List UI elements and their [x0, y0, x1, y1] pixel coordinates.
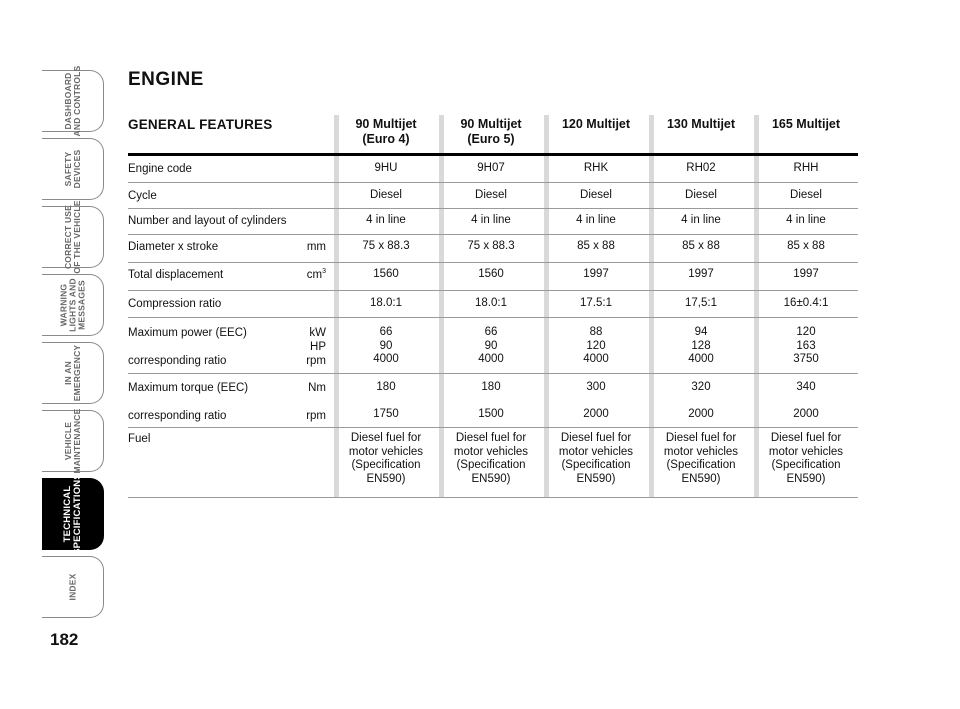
table-cell: 85 x 88	[577, 240, 615, 252]
column-header: 120 Multijet	[561, 117, 631, 131]
tab-correct-use[interactable]	[42, 200, 104, 274]
table-cell: 180 1750	[373, 381, 399, 420]
row-label-text: Compression ratio	[128, 298, 222, 310]
table-cell: 18.0:1	[370, 297, 402, 309]
table-cell: Diesel	[580, 189, 612, 201]
table-cell: 94 128 4000	[688, 326, 714, 365]
column-header: 130 Multijet	[666, 117, 736, 131]
table-row	[128, 156, 858, 183]
tab-dashboard-and-controls[interactable]	[42, 65, 104, 137]
table-row	[128, 427, 858, 498]
column-header: 90 Multijet (Euro 5)	[460, 117, 522, 146]
table-cell: 1997	[688, 268, 714, 280]
row-label-text: Cycle	[128, 190, 157, 202]
tab-label: SAFETY DEVICES	[62, 149, 82, 189]
tab-index[interactable]	[42, 556, 104, 618]
table-cell: Diesel fuel for motor vehicles (Specification EN590)	[558, 432, 634, 485]
column-header: 90 Multijet (Euro 4)	[355, 117, 417, 146]
row-label	[128, 381, 326, 423]
table-cell: Diesel	[685, 189, 717, 201]
row-label	[128, 432, 326, 446]
table-cell: 9H07	[477, 162, 505, 174]
table-cell: 66 90 4000	[373, 326, 399, 365]
row-label-text: Maximum torque (EEC) corresponding ratio	[128, 382, 249, 422]
table-cell: 1997	[583, 268, 609, 280]
table-cell: 4 in line	[786, 214, 826, 226]
table-row	[128, 182, 858, 209]
tab-technical-specifications[interactable]	[42, 473, 104, 555]
row-label-text: Total displacement	[128, 269, 224, 281]
table-cell: 17.5:1	[580, 297, 612, 309]
row-unit-text: cm	[306, 269, 323, 281]
table-cell: Diesel fuel for motor vehicles (Specification EN590)	[768, 432, 844, 485]
row-label-text: Diameter x stroke	[128, 241, 219, 253]
table-row	[128, 317, 858, 374]
table-cell: 18.0:1	[475, 297, 507, 309]
page-number: 182	[50, 630, 79, 649]
row-label	[128, 297, 326, 311]
table-cell: 180 1500	[478, 381, 504, 420]
row-label	[128, 162, 326, 176]
table-cell: Diesel fuel for motor vehicles (Specification EN590)	[348, 432, 424, 485]
table-row	[128, 208, 858, 235]
row-unit-text: Nm rpm	[306, 382, 326, 422]
table-cell: 1560	[478, 268, 504, 280]
row-label-text: Number and layout of cylinders	[128, 215, 287, 227]
page-title: ENGINE	[128, 69, 204, 90]
tab-label: DASHBOARD AND CONTROLS	[62, 65, 82, 137]
row-label	[128, 326, 326, 368]
table-cell: Diesel fuel for motor vehicles (Specification EN590)	[663, 432, 739, 485]
tab-label: WARNING LIGHTS AND MESSAGES	[58, 278, 86, 332]
row-unit-text: kW HP rpm	[306, 327, 326, 367]
row-label-text: Fuel	[128, 433, 151, 445]
table-cell: RHH	[793, 162, 819, 174]
table-cell: 1997	[793, 268, 819, 280]
table-cell: Diesel fuel for motor vehicles (Specification EN590)	[453, 432, 529, 485]
row-label	[128, 214, 326, 228]
table-cell: 1560	[373, 268, 399, 280]
row-unit	[306, 381, 326, 423]
tab-in-an-emergency[interactable]	[42, 342, 104, 404]
row-unit	[307, 240, 326, 254]
tab-label: CORRECT USE OF THE VEHICLE	[62, 200, 82, 274]
row-label	[128, 268, 326, 282]
table-cell: 17,5:1	[685, 297, 717, 309]
table-row	[128, 262, 858, 291]
table-cell: 4 in line	[471, 214, 511, 226]
table-cell: 66 90 4000	[478, 326, 504, 365]
unit-superscript: 3	[322, 268, 326, 276]
row-unit-text: mm	[306, 241, 326, 253]
table-cell: Diesel	[475, 189, 507, 201]
table-cell: 9HU	[374, 162, 398, 174]
section-header: GENERAL FEATURES	[128, 117, 273, 132]
table-cell: 300 2000	[583, 381, 609, 420]
tab-vehicle-maintenance[interactable]	[42, 410, 104, 472]
table-cell: 88 120 4000	[583, 326, 609, 365]
tab-safety-devices[interactable]	[42, 138, 104, 200]
table-cell: 320 2000	[688, 381, 714, 420]
tab-label: TECHNICAL SPECIFICATIONS	[62, 473, 83, 555]
table-cell: 75 x 88.3	[362, 240, 410, 252]
table-cell: 4 in line	[366, 214, 406, 226]
table-cell: Diesel	[370, 189, 402, 201]
row-label	[128, 240, 326, 254]
table-cell: 75 x 88.3	[467, 240, 515, 252]
row-label-text: Engine code	[128, 163, 192, 175]
table-cell: 340 2000	[793, 381, 819, 420]
table-cell: 4 in line	[576, 214, 616, 226]
table-cell: Diesel	[790, 189, 822, 201]
tab-warning-lights[interactable]	[42, 274, 104, 336]
row-unit	[307, 268, 326, 282]
table-row	[128, 290, 858, 318]
tab-label: INDEX	[67, 573, 77, 601]
table-cell: RH02	[686, 162, 716, 174]
table-cell: 120 163 3750	[793, 326, 819, 365]
table-row	[128, 373, 858, 428]
row-unit	[306, 326, 326, 368]
column-header: 165 Multijet	[771, 117, 841, 131]
table-row	[128, 234, 858, 263]
row-label-text: Maximum power (EEC) corresponding ratio	[128, 327, 247, 367]
table-cell: RHK	[583, 162, 609, 174]
tab-label: IN AN EMERGENCY	[62, 344, 82, 402]
table-cell: 4 in line	[681, 214, 721, 226]
tab-label: VEHICLE MAINTENANCE	[62, 408, 82, 474]
table-cell: 16±0.4:1	[783, 297, 829, 309]
table-cell: 85 x 88	[682, 240, 720, 252]
table-cell: 85 x 88	[787, 240, 825, 252]
row-label	[128, 189, 326, 203]
